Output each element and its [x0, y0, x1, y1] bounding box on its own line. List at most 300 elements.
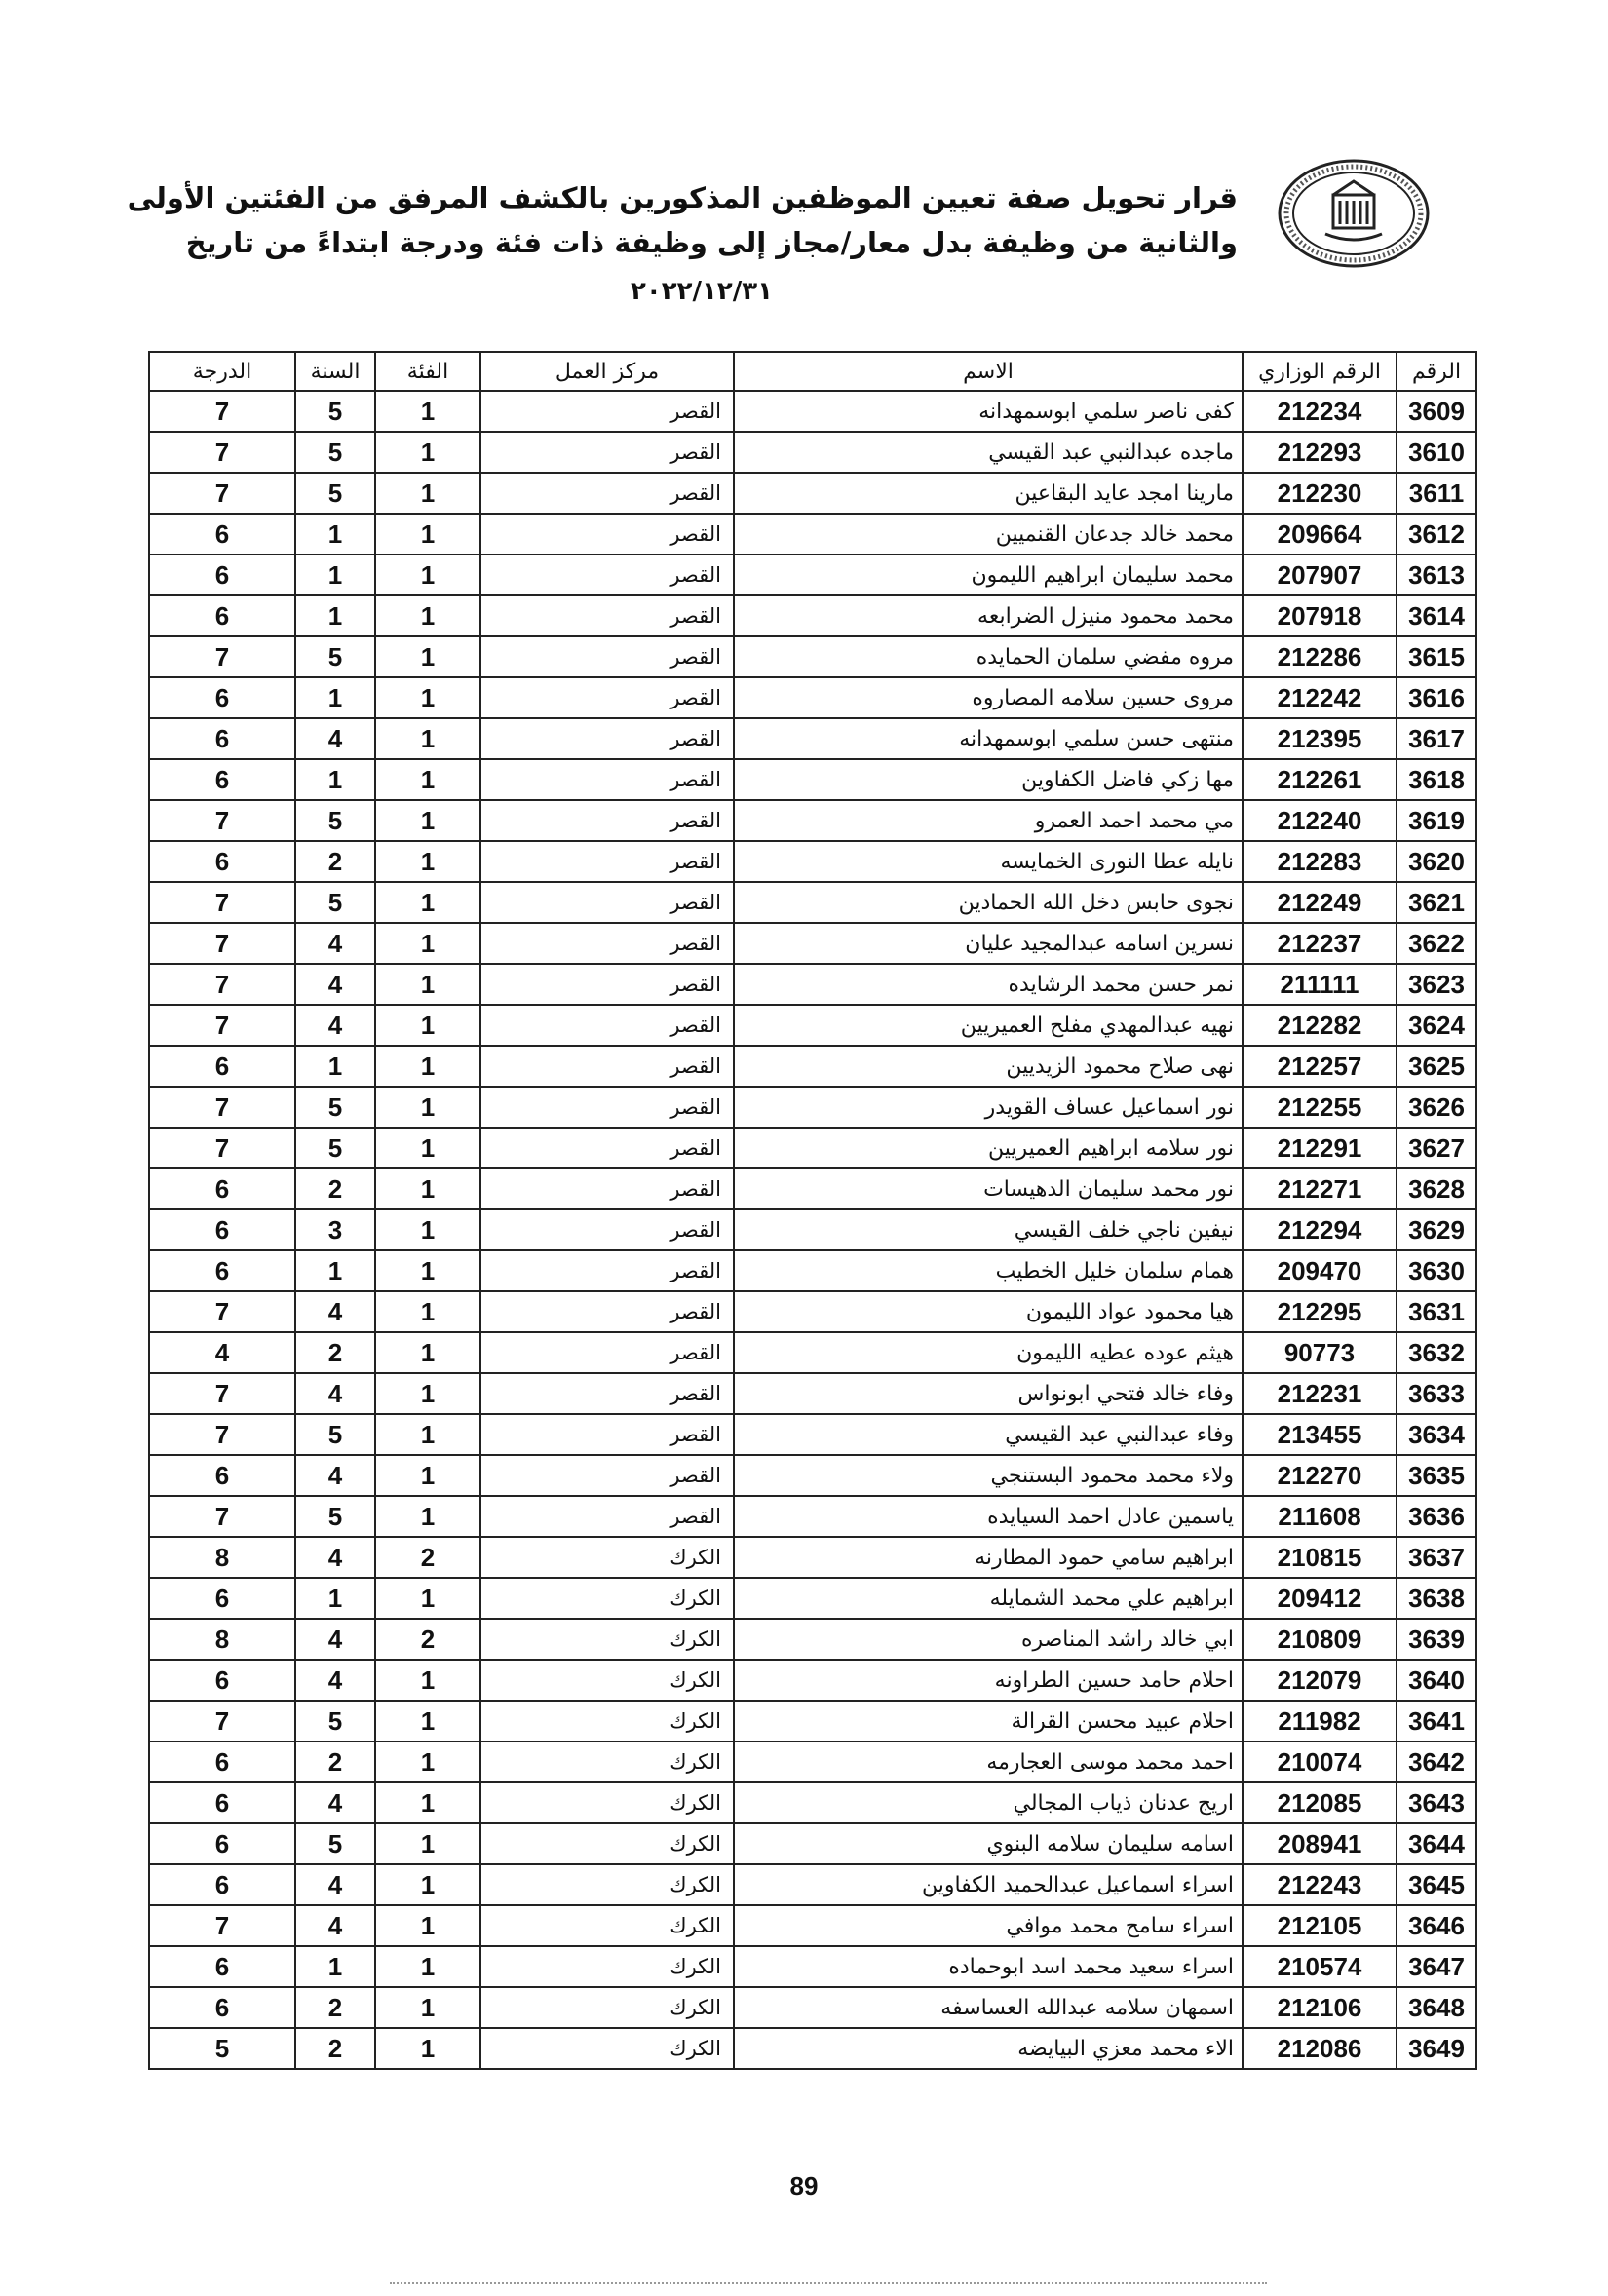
cell-seq: 3619 — [1397, 800, 1476, 841]
table-row — [149, 1864, 1476, 1905]
cell-year: 5 — [295, 432, 375, 473]
cell-work-center: القصر — [480, 473, 734, 514]
cell-ministry-id: 209470 — [1243, 1250, 1397, 1291]
cell-name: احمد محمد موسى العجارمه — [734, 1741, 1243, 1782]
cell-name: همام سلمان خليل الخطيب — [734, 1250, 1243, 1291]
cell-ministry-id: 212294 — [1243, 1209, 1397, 1250]
table-row — [149, 1578, 1476, 1619]
table-row — [149, 514, 1476, 555]
cell-work-center: القصر — [480, 677, 734, 718]
cell-year: 2 — [295, 1987, 375, 2028]
cell-category: 1 — [375, 1046, 480, 1087]
cell-year: 4 — [295, 1864, 375, 1905]
cell-name: مروى حسين سلامه المصاروه — [734, 677, 1243, 718]
cell-grade: 7 — [149, 1087, 295, 1128]
cell-work-center: القصر — [480, 841, 734, 882]
cell-grade: 7 — [149, 473, 295, 514]
header-ministry-id: الرقم الوزاري — [1243, 352, 1397, 391]
header-seq: الرقم — [1397, 352, 1476, 391]
cell-seq: 3624 — [1397, 1005, 1476, 1046]
cell-year: 4 — [295, 923, 375, 964]
cell-category: 1 — [375, 1701, 480, 1741]
cell-seq: 3644 — [1397, 1823, 1476, 1864]
cell-grade: 6 — [149, 1250, 295, 1291]
cell-category: 1 — [375, 1291, 480, 1332]
cell-name: احلام عبيد محسن القرالة — [734, 1701, 1243, 1741]
cell-grade: 4 — [149, 1332, 295, 1373]
cell-seq: 3626 — [1397, 1087, 1476, 1128]
cell-grade: 7 — [149, 1373, 295, 1414]
table-row — [149, 1046, 1476, 1087]
cell-name: اسراء سامح محمد موافي — [734, 1905, 1243, 1946]
cell-category: 1 — [375, 1414, 480, 1455]
cell-seq: 3646 — [1397, 1905, 1476, 1946]
cell-name: مروه مفضي سلمان الحمايده — [734, 636, 1243, 677]
cell-ministry-id: 207918 — [1243, 595, 1397, 636]
cell-seq: 3639 — [1397, 1619, 1476, 1660]
footer-dotted-rule — [390, 2282, 1267, 2284]
table-row — [149, 1291, 1476, 1332]
cell-name: وفاء خالد فتحي ابونواس — [734, 1373, 1243, 1414]
cell-year: 5 — [295, 1087, 375, 1128]
cell-category: 1 — [375, 1987, 480, 2028]
cell-year: 5 — [295, 391, 375, 432]
cell-year: 4 — [295, 1782, 375, 1823]
cell-seq: 3622 — [1397, 923, 1476, 964]
cell-category: 1 — [375, 1373, 480, 1414]
header-name: الاسم — [734, 352, 1243, 391]
table-row — [149, 677, 1476, 718]
cell-category: 1 — [375, 1864, 480, 1905]
cell-category: 1 — [375, 923, 480, 964]
cell-grade: 6 — [149, 1209, 295, 1250]
cell-year: 1 — [295, 677, 375, 718]
cell-category: 2 — [375, 1619, 480, 1660]
cell-work-center: القصر — [480, 1005, 734, 1046]
cell-category: 1 — [375, 882, 480, 923]
cell-year: 1 — [295, 1046, 375, 1087]
cell-grade: 7 — [149, 432, 295, 473]
cell-category: 1 — [375, 1946, 480, 1987]
cell-work-center: القصر — [480, 923, 734, 964]
cell-name: اسمهان سلامه عبدالله العساسفه — [734, 1987, 1243, 2028]
cell-grade: 7 — [149, 1905, 295, 1946]
cell-category: 1 — [375, 1332, 480, 1373]
cell-grade: 6 — [149, 555, 295, 595]
table-row — [149, 1741, 1476, 1782]
cell-seq: 3611 — [1397, 473, 1476, 514]
table-row — [149, 1782, 1476, 1823]
cell-name: نهيه عبدالمهدي مفلح العميريين — [734, 1005, 1243, 1046]
cell-category: 1 — [375, 1005, 480, 1046]
cell-category: 1 — [375, 718, 480, 759]
cell-ministry-id: 212257 — [1243, 1046, 1397, 1087]
cell-work-center: الكرك — [480, 1946, 734, 1987]
cell-ministry-id: 212261 — [1243, 759, 1397, 800]
cell-grade: 7 — [149, 391, 295, 432]
cell-year: 4 — [295, 1005, 375, 1046]
cell-year: 1 — [295, 555, 375, 595]
cell-year: 4 — [295, 1373, 375, 1414]
cell-year: 2 — [295, 1332, 375, 1373]
table-row — [149, 1496, 1476, 1537]
cell-seq: 3647 — [1397, 1946, 1476, 1987]
cell-year: 4 — [295, 1291, 375, 1332]
decision-header — [127, 175, 1238, 314]
cell-work-center: الكرك — [480, 1864, 734, 1905]
cell-category: 1 — [375, 1741, 480, 1782]
cell-work-center: الكرك — [480, 1782, 734, 1823]
cell-ministry-id: 212105 — [1243, 1905, 1397, 1946]
cell-work-center: الكرك — [480, 1701, 734, 1741]
cell-name: الاء محمد معزي البيايضه — [734, 2028, 1243, 2069]
cell-work-center: الكرك — [480, 1905, 734, 1946]
cell-category: 1 — [375, 759, 480, 800]
cell-work-center: القصر — [480, 1291, 734, 1332]
cell-ministry-id: 210815 — [1243, 1537, 1397, 1578]
cell-work-center: القصر — [480, 595, 734, 636]
cell-ministry-id: 212271 — [1243, 1168, 1397, 1209]
table-row — [149, 964, 1476, 1005]
cell-year: 5 — [295, 1414, 375, 1455]
cell-ministry-id: 212291 — [1243, 1128, 1397, 1168]
cell-ministry-id: 212242 — [1243, 677, 1397, 718]
cell-seq: 3631 — [1397, 1291, 1476, 1332]
cell-name: نور اسماعيل عساف القويدر — [734, 1087, 1243, 1128]
cell-grade: 7 — [149, 964, 295, 1005]
cell-work-center: الكرك — [480, 2028, 734, 2069]
cell-ministry-id: 212086 — [1243, 2028, 1397, 2069]
table-row — [149, 1128, 1476, 1168]
cell-category: 1 — [375, 432, 480, 473]
cell-ministry-id: 212395 — [1243, 718, 1397, 759]
cell-name: محمد خالد جدعان القنميين — [734, 514, 1243, 555]
table-row — [149, 1537, 1476, 1578]
cell-grade: 7 — [149, 1128, 295, 1168]
cell-category: 1 — [375, 841, 480, 882]
cell-seq: 3642 — [1397, 1741, 1476, 1782]
cell-ministry-id: 213455 — [1243, 1414, 1397, 1455]
cell-work-center: القصر — [480, 964, 734, 1005]
cell-name: نور سلامه ابراهيم العميريين — [734, 1128, 1243, 1168]
table-row — [149, 1660, 1476, 1701]
cell-seq: 3615 — [1397, 636, 1476, 677]
cell-work-center: القصر — [480, 432, 734, 473]
cell-work-center: القصر — [480, 1496, 734, 1537]
cell-seq: 3623 — [1397, 964, 1476, 1005]
cell-category: 1 — [375, 1455, 480, 1496]
cell-ministry-id: 212283 — [1243, 841, 1397, 882]
cell-grade: 7 — [149, 1496, 295, 1537]
cell-year: 1 — [295, 1946, 375, 1987]
cell-category: 1 — [375, 2028, 480, 2069]
cell-name: نسرين اسامه عبدالمجيد عليان — [734, 923, 1243, 964]
cell-work-center: القصر — [480, 800, 734, 841]
cell-grade: 5 — [149, 2028, 295, 2069]
cell-category: 1 — [375, 1782, 480, 1823]
cell-ministry-id: 212255 — [1243, 1087, 1397, 1128]
cell-name: ابراهيم علي محمد الشمايله — [734, 1578, 1243, 1619]
table-header-row — [149, 352, 1476, 391]
cell-name: نور محمد سليمان الدهيسات — [734, 1168, 1243, 1209]
cell-name: منتهى حسن سلمي ابوسمهدانه — [734, 718, 1243, 759]
cell-year: 1 — [295, 1578, 375, 1619]
cell-category: 1 — [375, 1823, 480, 1864]
cell-seq: 3635 — [1397, 1455, 1476, 1496]
cell-work-center: القصر — [480, 1332, 734, 1373]
cell-seq: 3613 — [1397, 555, 1476, 595]
header-line-1: قرار تحويل صفة تعيين الموظفين المذكورين بالكشف المرفق من الفئتين الأولى — [127, 181, 1238, 214]
cell-category: 1 — [375, 677, 480, 718]
cell-name: ابي خالد راشد المناصره — [734, 1619, 1243, 1660]
cell-grade: 6 — [149, 1741, 295, 1782]
table-row — [149, 841, 1476, 882]
table-row — [149, 923, 1476, 964]
cell-name: مها زكي فاضل الكفاوين — [734, 759, 1243, 800]
cell-grade: 7 — [149, 636, 295, 677]
cell-grade: 7 — [149, 923, 295, 964]
cell-grade: 6 — [149, 1864, 295, 1905]
cell-seq: 3617 — [1397, 718, 1476, 759]
cell-name: ماجده عبدالنبي عبد القيسي — [734, 432, 1243, 473]
cell-year: 5 — [295, 800, 375, 841]
cell-work-center: الكرك — [480, 1578, 734, 1619]
cell-work-center: القصر — [480, 391, 734, 432]
ministry-seal-icon — [1275, 156, 1433, 271]
cell-grade: 7 — [149, 800, 295, 841]
cell-year: 5 — [295, 882, 375, 923]
cell-grade: 6 — [149, 1168, 295, 1209]
cell-name: مارينا امجد عايد البقاعين — [734, 473, 1243, 514]
cell-ministry-id: 212079 — [1243, 1660, 1397, 1701]
cell-seq: 3628 — [1397, 1168, 1476, 1209]
table-row — [149, 1332, 1476, 1373]
cell-ministry-id: 212270 — [1243, 1455, 1397, 1496]
cell-work-center: القصر — [480, 1128, 734, 1168]
cell-work-center: الكرك — [480, 1660, 734, 1701]
cell-seq: 3649 — [1397, 2028, 1476, 2069]
table-row — [149, 1701, 1476, 1741]
cell-seq: 3640 — [1397, 1660, 1476, 1701]
cell-work-center: القصر — [480, 1455, 734, 1496]
cell-category: 2 — [375, 1537, 480, 1578]
table-row — [149, 1823, 1476, 1864]
table-row — [149, 1414, 1476, 1455]
cell-ministry-id: 211111 — [1243, 964, 1397, 1005]
cell-year: 3 — [295, 1209, 375, 1250]
cell-name: مي محمد احمد العمرو — [734, 800, 1243, 841]
cell-year: 5 — [295, 636, 375, 677]
cell-grade: 6 — [149, 1660, 295, 1701]
cell-grade: 7 — [149, 1414, 295, 1455]
cell-grade: 6 — [149, 1455, 295, 1496]
cell-work-center: القصر — [480, 1087, 734, 1128]
table-body — [149, 391, 1476, 2069]
cell-grade: 6 — [149, 514, 295, 555]
cell-seq: 3638 — [1397, 1578, 1476, 1619]
cell-grade: 6 — [149, 1823, 295, 1864]
cell-ministry-id: 90773 — [1243, 1332, 1397, 1373]
cell-seq: 3627 — [1397, 1128, 1476, 1168]
cell-work-center: الكرك — [480, 1619, 734, 1660]
cell-category: 1 — [375, 1496, 480, 1537]
cell-grade: 7 — [149, 882, 295, 923]
cell-name: محمد سليمان ابراهيم الليمون — [734, 555, 1243, 595]
cell-name: ابراهيم سامي حمود المطارنه — [734, 1537, 1243, 1578]
cell-seq: 3612 — [1397, 514, 1476, 555]
cell-year: 1 — [295, 1250, 375, 1291]
table-row — [149, 473, 1476, 514]
cell-name: نمر حسن محمد الرشايده — [734, 964, 1243, 1005]
cell-year: 4 — [295, 1537, 375, 1578]
cell-seq: 3643 — [1397, 1782, 1476, 1823]
cell-year: 5 — [295, 473, 375, 514]
cell-ministry-id: 212085 — [1243, 1782, 1397, 1823]
cell-category: 1 — [375, 1660, 480, 1701]
cell-seq: 3620 — [1397, 841, 1476, 882]
cell-work-center: القصر — [480, 1046, 734, 1087]
cell-ministry-id: 212237 — [1243, 923, 1397, 964]
cell-ministry-id: 211608 — [1243, 1496, 1397, 1537]
cell-category: 1 — [375, 1087, 480, 1128]
cell-grade: 6 — [149, 1782, 295, 1823]
cell-work-center: الكرك — [480, 1741, 734, 1782]
cell-year: 4 — [295, 1660, 375, 1701]
cell-grade: 6 — [149, 718, 295, 759]
cell-seq: 3614 — [1397, 595, 1476, 636]
cell-ministry-id: 212282 — [1243, 1005, 1397, 1046]
cell-category: 1 — [375, 1578, 480, 1619]
cell-year: 1 — [295, 595, 375, 636]
cell-ministry-id: 212106 — [1243, 1987, 1397, 2028]
cell-category: 1 — [375, 1209, 480, 1250]
cell-seq: 3610 — [1397, 432, 1476, 473]
cell-ministry-id: 210074 — [1243, 1741, 1397, 1782]
cell-name: وفاء عبدالنبي عبد القيسي — [734, 1414, 1243, 1455]
cell-category: 1 — [375, 1128, 480, 1168]
cell-seq: 3632 — [1397, 1332, 1476, 1373]
cell-ministry-id: 211982 — [1243, 1701, 1397, 1741]
table-row — [149, 1373, 1476, 1414]
table-row — [149, 1946, 1476, 1987]
cell-grade: 6 — [149, 759, 295, 800]
cell-work-center: القصر — [480, 1250, 734, 1291]
cell-ministry-id: 207907 — [1243, 555, 1397, 595]
cell-ministry-id: 212286 — [1243, 636, 1397, 677]
table-row — [149, 391, 1476, 432]
cell-year: 5 — [295, 1496, 375, 1537]
cell-name: ولاء محمد محمود البستنجي — [734, 1455, 1243, 1496]
table-row — [149, 1250, 1476, 1291]
table-row — [149, 595, 1476, 636]
table-row — [149, 1005, 1476, 1046]
cell-work-center: القصر — [480, 882, 734, 923]
cell-name: هيثم عوده عطيه الليمون — [734, 1332, 1243, 1373]
cell-seq: 3634 — [1397, 1414, 1476, 1455]
table-row — [149, 882, 1476, 923]
table-row — [149, 1168, 1476, 1209]
cell-category: 1 — [375, 514, 480, 555]
cell-work-center: القصر — [480, 718, 734, 759]
cell-grade: 8 — [149, 1537, 295, 1578]
cell-work-center: القصر — [480, 759, 734, 800]
cell-year: 5 — [295, 1128, 375, 1168]
cell-name: كفى ناصر سلمي ابوسمهدانه — [734, 391, 1243, 432]
cell-work-center: القصر — [480, 1414, 734, 1455]
cell-year: 4 — [295, 964, 375, 1005]
cell-work-center: الكرك — [480, 1987, 734, 2028]
table-row — [149, 636, 1476, 677]
cell-ministry-id: 209664 — [1243, 514, 1397, 555]
cell-category: 1 — [375, 473, 480, 514]
cell-seq: 3641 — [1397, 1701, 1476, 1741]
cell-seq: 3645 — [1397, 1864, 1476, 1905]
cell-name: نجوى حابس دخل الله الحمادين — [734, 882, 1243, 923]
cell-year: 4 — [295, 1905, 375, 1946]
cell-ministry-id: 212240 — [1243, 800, 1397, 841]
cell-ministry-id: 212249 — [1243, 882, 1397, 923]
cell-category: 1 — [375, 555, 480, 595]
cell-seq: 3648 — [1397, 1987, 1476, 2028]
cell-work-center: القصر — [480, 1168, 734, 1209]
cell-seq: 3609 — [1397, 391, 1476, 432]
cell-grade: 6 — [149, 1578, 295, 1619]
table-row — [149, 1209, 1476, 1250]
cell-ministry-id: 212230 — [1243, 473, 1397, 514]
cell-year: 5 — [295, 1701, 375, 1741]
cell-seq: 3630 — [1397, 1250, 1476, 1291]
cell-year: 5 — [295, 1823, 375, 1864]
cell-name: اسراء سعيد محمد اسد ابوحماده — [734, 1946, 1243, 1987]
employees-table — [148, 351, 1477, 2070]
table-row — [149, 759, 1476, 800]
cell-grade: 6 — [149, 677, 295, 718]
table-row — [149, 718, 1476, 759]
cell-work-center: القصر — [480, 555, 734, 595]
cell-name: احلام حامد حسين الطراونه — [734, 1660, 1243, 1701]
cell-seq: 3625 — [1397, 1046, 1476, 1087]
cell-seq: 3621 — [1397, 882, 1476, 923]
cell-seq: 3637 — [1397, 1537, 1476, 1578]
cell-grade: 8 — [149, 1619, 295, 1660]
cell-seq: 3618 — [1397, 759, 1476, 800]
table-row — [149, 1087, 1476, 1128]
cell-year: 4 — [295, 1455, 375, 1496]
header-date: ٢٠٢٢/١٢/٣١ — [631, 277, 773, 306]
header-grade: الدرجة — [149, 352, 295, 391]
cell-year: 2 — [295, 2028, 375, 2069]
table-row — [149, 800, 1476, 841]
table-row — [149, 1455, 1476, 1496]
cell-grade: 7 — [149, 1005, 295, 1046]
cell-year: 4 — [295, 718, 375, 759]
cell-name: اسامه سليمان سلامه البنوي — [734, 1823, 1243, 1864]
table-row — [149, 1905, 1476, 1946]
cell-ministry-id: 208941 — [1243, 1823, 1397, 1864]
cell-grade: 6 — [149, 1046, 295, 1087]
page-number: 89 — [789, 2171, 819, 2200]
cell-grade: 7 — [149, 1701, 295, 1741]
header-year: السنة — [295, 352, 375, 391]
cell-category: 1 — [375, 595, 480, 636]
cell-year: 1 — [295, 514, 375, 555]
cell-category: 1 — [375, 1905, 480, 1946]
cell-name: هيا محمود عواد الليمون — [734, 1291, 1243, 1332]
cell-work-center: القصر — [480, 514, 734, 555]
cell-ministry-id: 209412 — [1243, 1578, 1397, 1619]
cell-grade: 6 — [149, 841, 295, 882]
cell-name: ياسمين عادل احمد السيايده — [734, 1496, 1243, 1537]
